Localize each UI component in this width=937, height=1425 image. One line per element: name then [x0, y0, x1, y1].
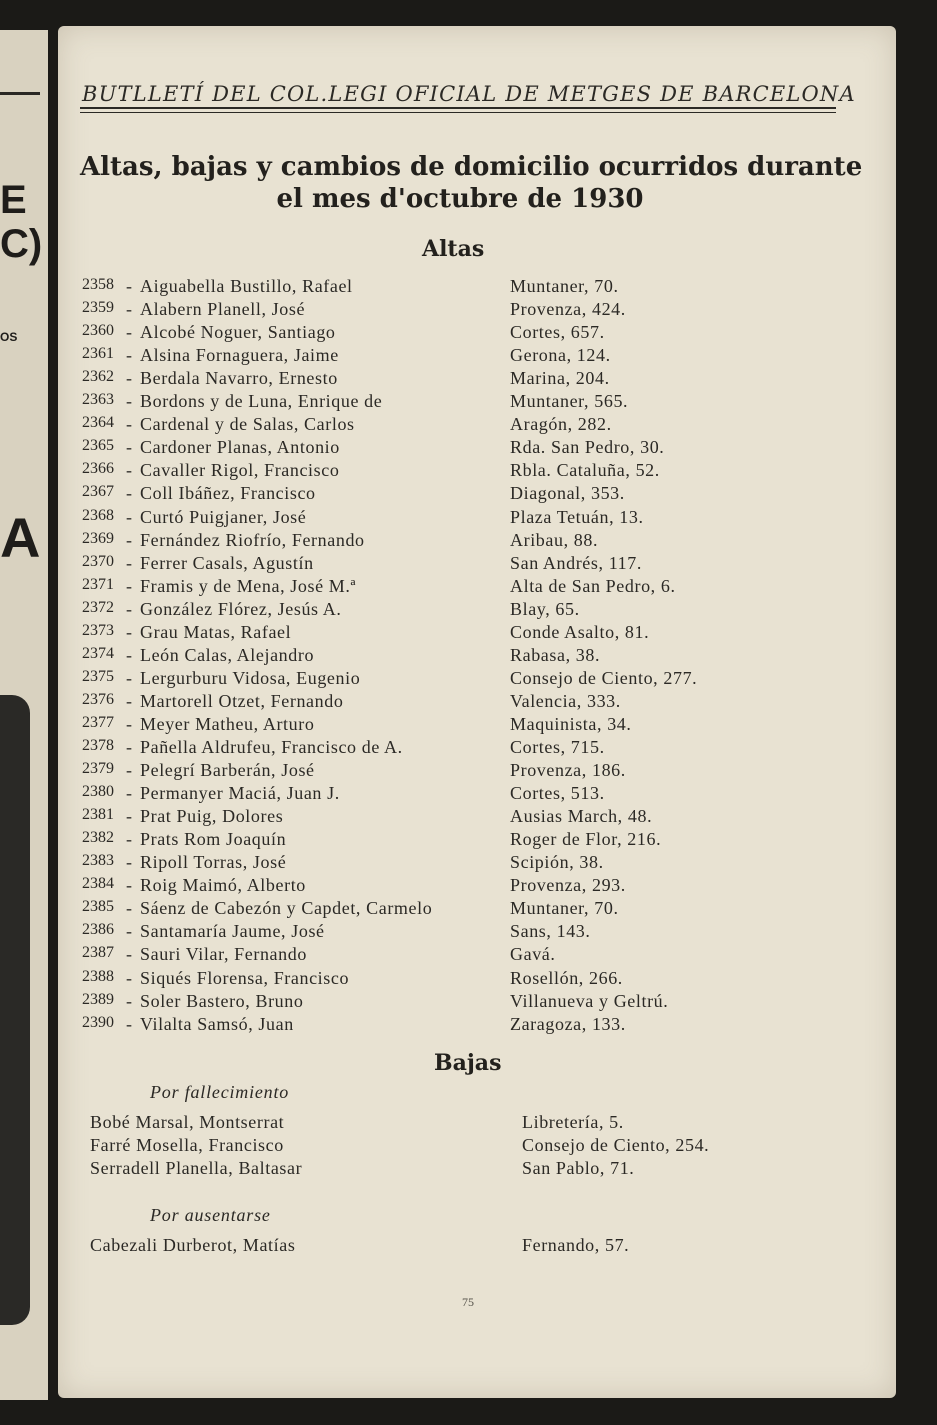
member-name: Meyer Matheu, Arturo — [140, 713, 315, 734]
member-address: Muntaner, 565. — [510, 391, 629, 412]
member-number: 2375 — [82, 667, 114, 685]
separator-dash: - — [126, 276, 132, 296]
member-number: 2363 — [82, 391, 114, 409]
member-number: 2384 — [82, 875, 114, 893]
member-name: Cavaller Rigol, Francisco — [140, 460, 340, 481]
member-name: Vilalta Samsó, Juan — [140, 1013, 294, 1034]
member-address: Villanueva y Geltrú. — [510, 990, 669, 1011]
bajas-row — [0, 1112, 937, 1135]
bajas-row — [0, 1158, 937, 1181]
member-address: Valencia, 333. — [510, 690, 621, 711]
altas-row — [0, 576, 937, 599]
altas-row — [0, 599, 937, 622]
separator-dash: - — [126, 529, 132, 550]
member-address: Roger de Flor, 216. — [510, 829, 662, 850]
altas-row — [0, 852, 937, 875]
separator-dash: - — [126, 898, 132, 919]
member-number: 2372 — [82, 598, 114, 616]
member-address: Rda. San Pedro, 30. — [510, 437, 665, 458]
member-name: Permanyer Maciá, Juan J. — [140, 783, 340, 804]
header-rule — [80, 107, 836, 109]
member-name: Framis y de Mena, José M.ª — [140, 575, 357, 596]
member-name: Berdala Navarro, Ernesto — [140, 368, 338, 389]
altas-row — [0, 829, 937, 852]
altas-row — [0, 483, 937, 506]
separator-dash: - — [126, 852, 132, 873]
separator-dash: - — [126, 990, 132, 1011]
member-name: Prats Rom Joaquín — [140, 829, 287, 850]
altas-row — [0, 530, 937, 553]
altas-row — [0, 760, 937, 783]
facing-page-fragment: E — [0, 178, 27, 222]
separator-dash: - — [126, 552, 132, 573]
altas-row — [0, 553, 937, 576]
member-name: Martorell Otzet, Fernando — [140, 690, 344, 711]
member-name: Bordons y de Luna, Enrique de — [140, 391, 383, 412]
member-number: 2364 — [82, 414, 114, 432]
member-name: Farré Mosella, Francisco — [90, 1135, 284, 1155]
member-number: 2371 — [82, 575, 114, 593]
altas-row — [0, 806, 937, 829]
member-address: Plaza Tetuán, 13. — [510, 506, 644, 527]
member-address: Maquinista, 34. — [510, 713, 632, 734]
altas-row — [0, 368, 937, 391]
member-name: Grau Matas, Rafael — [140, 621, 292, 642]
member-address: Cortes, 715. — [510, 737, 605, 757]
member-number: 2366 — [82, 460, 114, 478]
altas-row — [0, 1014, 937, 1037]
member-number: 2382 — [82, 829, 114, 847]
member-number: 2385 — [82, 898, 114, 916]
member-name: Cabezali Durberot, Matías — [90, 1235, 296, 1255]
altas-row — [0, 875, 937, 898]
altas-row — [0, 391, 937, 414]
altas-heading: Altas — [422, 236, 485, 262]
separator-dash: - — [126, 967, 132, 988]
separator-dash: - — [126, 437, 132, 458]
separator-dash: - — [126, 829, 132, 850]
member-address: Diagonal, 353. — [510, 483, 625, 504]
header-rule — [80, 112, 836, 113]
bajas-heading: Bajas — [434, 1050, 502, 1076]
member-name: Ferrer Casals, Agustín — [140, 552, 314, 573]
separator-dash: - — [126, 737, 132, 757]
member-number: 2374 — [82, 644, 114, 662]
separator-dash: - — [126, 506, 132, 527]
member-name: Coll Ibáñez, Francisco — [140, 483, 316, 504]
member-address: Rabasa, 38. — [510, 644, 601, 665]
altas-row — [0, 460, 937, 483]
member-address: Consejo de Ciento, 277. — [510, 667, 698, 688]
altas-row — [0, 322, 937, 345]
separator-dash: - — [126, 575, 132, 596]
member-number: 2359 — [82, 299, 114, 317]
member-name: Roig Maimó, Alberto — [140, 875, 306, 896]
member-name: Serradell Planella, Baltasar — [90, 1158, 303, 1178]
member-number: 2381 — [82, 806, 114, 824]
member-number: 2378 — [82, 737, 114, 754]
altas-row — [0, 414, 937, 437]
member-address: Cortes, 657. — [510, 322, 605, 343]
separator-dash: - — [126, 299, 132, 320]
member-address: Libretería, 5. — [522, 1112, 624, 1132]
member-number: 2380 — [82, 783, 114, 801]
altas-row — [0, 783, 937, 806]
altas-row — [0, 622, 937, 645]
facing-page-fragment: C) — [0, 222, 43, 266]
member-name: Alabern Planell, José — [140, 299, 306, 320]
altas-row — [0, 507, 937, 530]
page-title-line2: el mes d'octubre de 1930 — [276, 184, 644, 214]
running-head: BUTLLETÍ DEL COL.LEGI OFICIAL DE METGES DE BARCELONA — [82, 82, 856, 106]
fallecimiento-subheading: Por fallecimiento — [150, 1082, 290, 1102]
member-number: 2379 — [82, 760, 114, 778]
member-number: 2387 — [82, 944, 114, 962]
altas-row — [0, 898, 937, 921]
member-name: Bobé Marsal, Montserrat — [90, 1112, 285, 1132]
member-address: Provenza, 186. — [510, 760, 626, 781]
altas-row — [0, 944, 937, 967]
member-name: Cardenal y de Salas, Carlos — [140, 414, 355, 435]
member-address: Provenza, 424. — [510, 299, 626, 320]
member-number: 2358 — [82, 276, 114, 293]
member-address: Fernando, 57. — [522, 1235, 630, 1255]
member-address: Aribau, 88. — [510, 529, 599, 550]
altas-row — [0, 645, 937, 668]
member-name: Alcobé Noguer, Santiago — [140, 322, 336, 343]
separator-dash: - — [126, 806, 132, 827]
separator-dash: - — [126, 944, 132, 965]
member-name: Siqués Florensa, Francisco — [140, 967, 350, 988]
member-name: Prat Puig, Dolores — [140, 806, 284, 827]
altas-row — [0, 968, 937, 991]
member-address: Aragón, 282. — [510, 414, 612, 435]
member-address: Consejo de Ciento, 254. — [522, 1135, 710, 1155]
member-address: Sans, 143. — [510, 921, 591, 942]
member-name: Alsina Fornaguera, Jaime — [140, 345, 339, 366]
altas-row — [0, 276, 937, 299]
altas-row — [0, 921, 937, 944]
page-title-line1: Altas, bajas y cambios de domicilio ocurridos durante — [80, 152, 863, 182]
member-name: Sauri Vilar, Fernando — [140, 944, 307, 965]
member-number: 2362 — [82, 368, 114, 386]
separator-dash: - — [126, 713, 132, 734]
member-name: Aiguabella Bustillo, Rafael — [140, 276, 353, 296]
bajas-row — [0, 1235, 937, 1258]
member-number: 2386 — [82, 921, 114, 939]
member-number: 2389 — [82, 990, 114, 1008]
member-name: Pañella Aldrufeu, Francisco de A. — [140, 737, 403, 757]
member-address: San Pablo, 71. — [522, 1158, 635, 1178]
facing-page-fragment: A — [0, 506, 41, 569]
separator-dash: - — [126, 783, 132, 804]
member-address: Marina, 204. — [510, 368, 610, 389]
bajas-row — [0, 1135, 937, 1158]
member-address: Muntaner, 70. — [510, 276, 619, 296]
separator-dash: - — [126, 414, 132, 435]
separator-dash: - — [126, 921, 132, 942]
altas-row — [0, 299, 937, 322]
member-address: San Andrés, 117. — [510, 552, 642, 573]
member-name: Ripoll Torras, José — [140, 852, 287, 873]
member-number: 2368 — [82, 506, 114, 524]
member-address: Blay, 65. — [510, 598, 580, 619]
separator-dash: - — [126, 621, 132, 642]
member-number: 2377 — [82, 713, 114, 731]
separator-dash: - — [126, 368, 132, 389]
altas-row — [0, 668, 937, 691]
member-address: Alta de San Pedro, 6. — [510, 575, 676, 596]
member-address: Scipión, 38. — [510, 852, 604, 873]
member-number: 2388 — [82, 967, 114, 985]
member-name: Cardoner Planas, Antonio — [140, 437, 340, 458]
member-number: 2365 — [82, 437, 114, 455]
altas-row — [0, 345, 937, 368]
separator-dash: - — [126, 598, 132, 619]
member-name: Soler Bastero, Bruno — [140, 990, 304, 1011]
member-name: Curtó Puigjaner, José — [140, 506, 307, 527]
altas-row — [0, 991, 937, 1014]
altas-row — [0, 437, 937, 460]
separator-dash: - — [126, 391, 132, 412]
member-address: Zaragoza, 133. — [510, 1013, 626, 1034]
member-address: Provenza, 293. — [510, 875, 626, 896]
ausentarse-subheading: Por ausentarse — [150, 1205, 271, 1225]
separator-dash: - — [126, 690, 132, 711]
member-address: Ausias March, 48. — [510, 806, 653, 827]
altas-row — [0, 691, 937, 714]
facing-page-fragment: OS — [0, 330, 18, 344]
separator-dash: - — [126, 875, 132, 896]
member-address: Rbla. Cataluña, 52. — [510, 460, 660, 481]
separator-dash: - — [126, 322, 132, 343]
member-number: 2383 — [82, 852, 114, 870]
altas-row — [0, 714, 937, 737]
member-address: Rosellón, 266. — [510, 967, 623, 988]
separator-dash: - — [126, 760, 132, 781]
member-name: González Flórez, Jesús A. — [140, 598, 342, 619]
member-name: Lergurburu Vidosa, Eugenio — [140, 667, 361, 688]
member-address: Conde Asalto, 81. — [510, 621, 650, 642]
separator-dash: - — [126, 1013, 132, 1034]
separator-dash: - — [126, 667, 132, 688]
member-name: Sáenz de Cabezón y Capdet, Carmelo — [140, 898, 433, 919]
member-address: Gavá. — [510, 944, 556, 965]
facing-page-rule — [0, 92, 40, 95]
member-number: 2370 — [82, 552, 114, 570]
member-number: 2367 — [82, 483, 114, 501]
member-address: Muntaner, 70. — [510, 898, 619, 919]
separator-dash: - — [126, 483, 132, 504]
member-number: 2360 — [82, 322, 114, 340]
member-name: Pelegrí Barberán, José — [140, 760, 315, 781]
member-name: Fernández Riofrío, Fernando — [140, 529, 365, 550]
member-name: Santamaría Jaume, José — [140, 921, 325, 942]
separator-dash: - — [126, 644, 132, 665]
member-number: 2390 — [82, 1013, 114, 1031]
member-number: 2361 — [82, 345, 114, 363]
member-address: Cortes, 513. — [510, 783, 605, 804]
altas-row — [0, 737, 937, 760]
member-number: 2369 — [82, 529, 114, 547]
separator-dash: - — [126, 460, 132, 481]
member-number: 2376 — [82, 690, 114, 708]
separator-dash: - — [126, 345, 132, 366]
page-folio: 75 — [462, 1295, 474, 1309]
member-address: Gerona, 124. — [510, 345, 611, 366]
member-number: 2373 — [82, 621, 114, 639]
member-name: León Calas, Alejandro — [140, 644, 315, 665]
